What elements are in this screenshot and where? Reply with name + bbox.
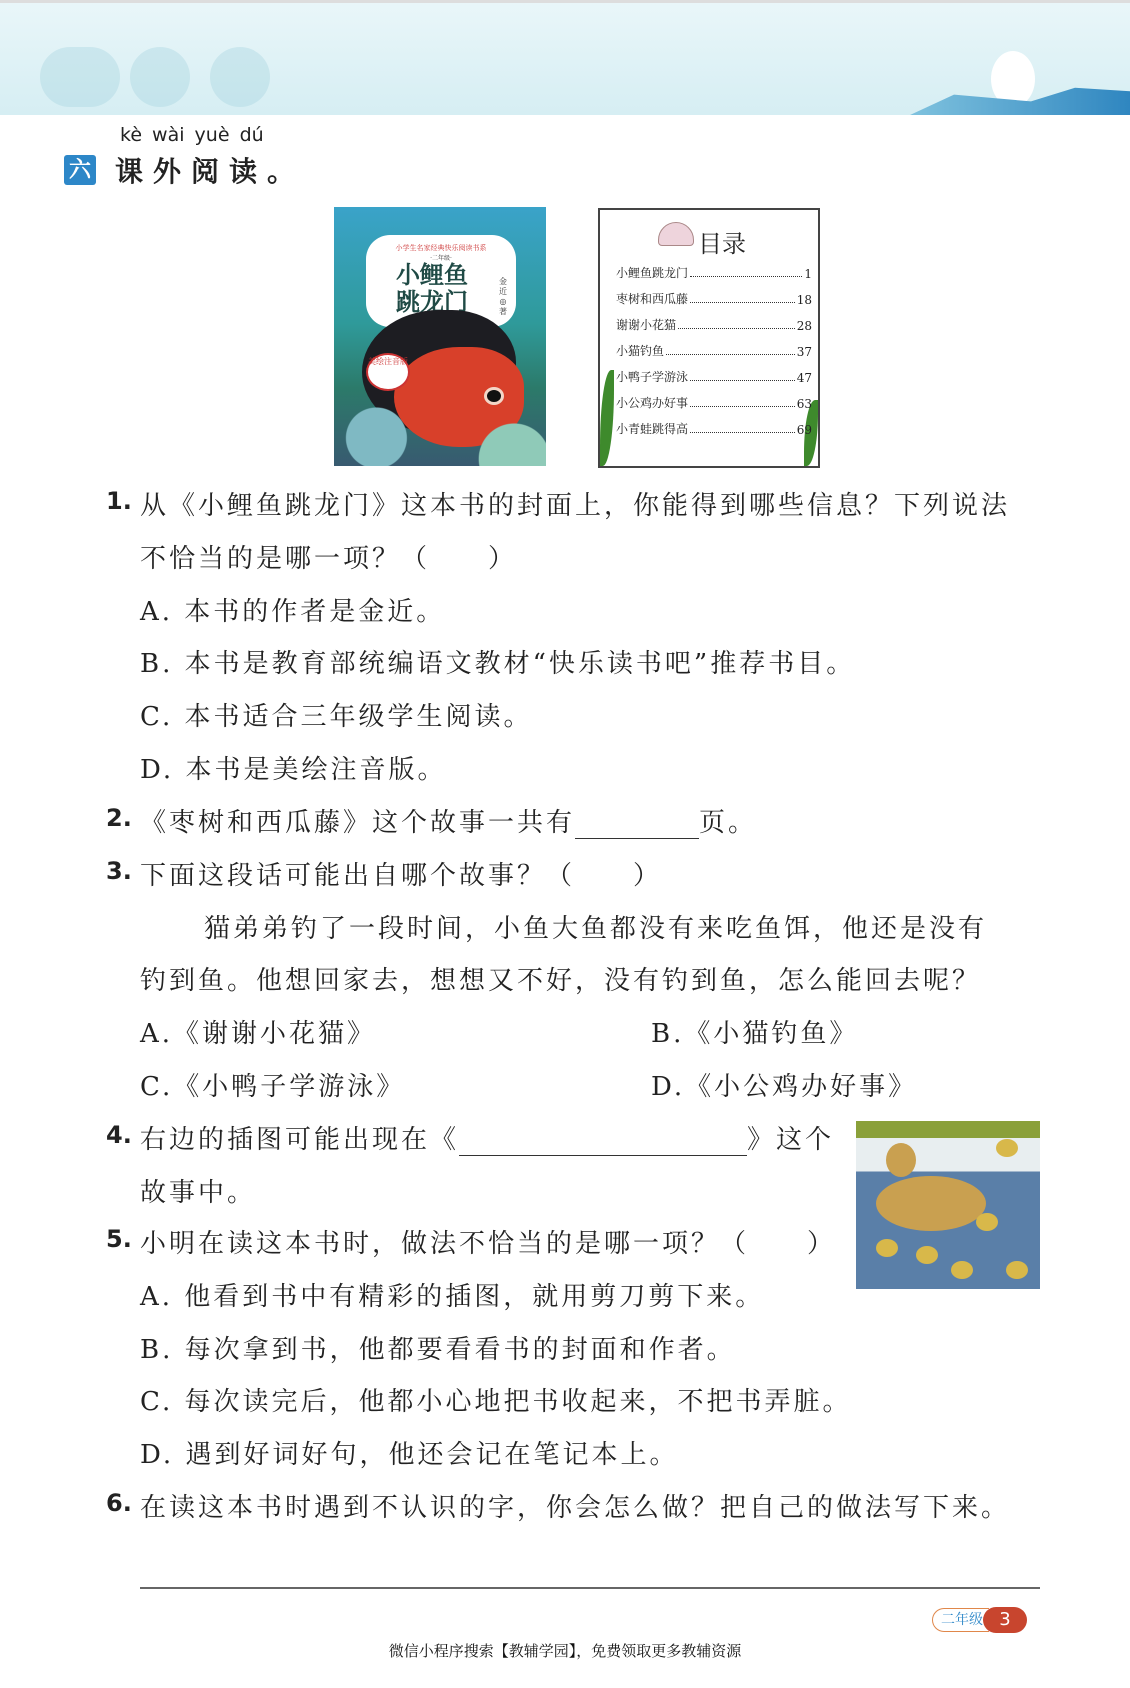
q1-option-b: B. 本书是教育部统编语文教材“快乐读书吧”推荐书目。 [140, 649, 856, 679]
section-pinyin: kè wài yuè dú [120, 124, 264, 146]
q5-option-b: B. 每次拿到书，他都要看看书的封面和作者。 [140, 1335, 736, 1365]
q5-text: 小明在读这本书时，做法不恰当的是哪一项？（ ） [140, 1229, 837, 1259]
section-number-badge: 六 [64, 155, 96, 185]
book-cover-image [334, 207, 546, 466]
q1-option-c: C. 本书适合三年级学生阅读。 [140, 702, 533, 732]
q3-option-d: D.《小公鸡办好事》 [651, 1072, 918, 1102]
toc-entry: 小猫钓鱼 37 [616, 344, 812, 359]
header-banner [0, 0, 1130, 115]
q5-option-a: A. 他看到书中有精彩的插图，就用剪刀剪下来。 [140, 1282, 765, 1312]
cover-stamp: 美绘注音版 [366, 353, 410, 391]
q5-number: 5. [106, 1225, 132, 1253]
duck-illustration [856, 1121, 1040, 1289]
toc-entry: 小公鸡办好事 63 [616, 396, 812, 411]
toc-entry: 小青蛙跳得高 69 [616, 422, 812, 437]
toc-entry: 谢谢小花猫 28 [616, 318, 812, 333]
q6-text: 在读这本书时遇到不认识的字，你会怎么做？把自己的做法写下来。 [140, 1493, 1011, 1523]
q4-number: 4. [106, 1121, 132, 1149]
q4-text: 右边的插图可能出现在《 》这个 [140, 1125, 835, 1155]
q3-text: 下面这段话可能出自哪个故事？（ ） [140, 861, 663, 891]
toc-entry: 小鸭子学游泳 47 [616, 370, 812, 385]
q2-answer-blank[interactable] [575, 812, 699, 839]
q3-option-c: C.《小鸭子学游泳》 [140, 1072, 406, 1102]
q1-number: 1. [106, 487, 132, 515]
table-of-contents [598, 208, 820, 468]
q1-text: 从《小鲤鱼跳龙门》这本书的封面上，你能得到哪些信息？下列说法 [140, 491, 1011, 521]
cover-author: 金近◎著 [499, 277, 507, 316]
q6-answer-line[interactable] [140, 1587, 1040, 1589]
q4-answer-blank[interactable] [459, 1129, 747, 1156]
q3-option-a: A.《谢谢小花猫》 [140, 1019, 377, 1049]
q6-number: 6. [106, 1489, 132, 1517]
q2-text: 《枣树和西瓜藤》这个故事一共有 页。 [140, 808, 758, 838]
watermark-text: 微信小程序搜索【教辅学园】，免费领取更多教辅资源 [388, 1642, 742, 1660]
toc-entry: 枣树和西瓜藤 18 [616, 292, 812, 307]
page-badge [932, 1607, 1027, 1633]
cover-title-1: 小鲤鱼 [396, 261, 468, 289]
toc-entry: 小鲤鱼跳龙门 1 [616, 266, 812, 281]
q1-text-2: 不恰当的是哪一项？（ ） [140, 544, 518, 574]
section-title: 课外阅读。 [115, 155, 306, 188]
q3-passage-1: 猫弟弟钓了一段时间，小鱼大鱼都没有来吃鱼饵，他还是没有 [204, 914, 988, 944]
q3-option-b: B.《小猫钓鱼》 [651, 1019, 859, 1049]
q5-option-c: C. 每次读完后，他都小心地把书收起来，不把书弄脏。 [140, 1387, 852, 1417]
q4-text-2: 故事中。 [140, 1178, 257, 1208]
q1-option-d: D. 本书是美绘注音版。 [140, 755, 447, 785]
page-number: 3 [983, 1607, 1027, 1633]
q5-option-d: D. 遇到好词好句，他还会记在笔记本上。 [140, 1440, 679, 1470]
q2-number: 2. [106, 804, 132, 832]
q3-passage-2: 钓到鱼。他想回家去，想想又不好，没有钓到鱼，怎么能回去呢？ [140, 966, 982, 996]
cover-series: 小学生名家经典快乐阅读书系 [395, 244, 487, 252]
grade-label: 二年级 [932, 1608, 989, 1632]
cover-title-2: 跳龙门 [396, 288, 468, 316]
toc-title: 目录 [698, 230, 746, 258]
cover-grade: ·二年级· [430, 255, 452, 262]
q1-option-a: A. 本书的作者是金近。 [140, 597, 446, 627]
q3-number: 3. [106, 857, 132, 885]
